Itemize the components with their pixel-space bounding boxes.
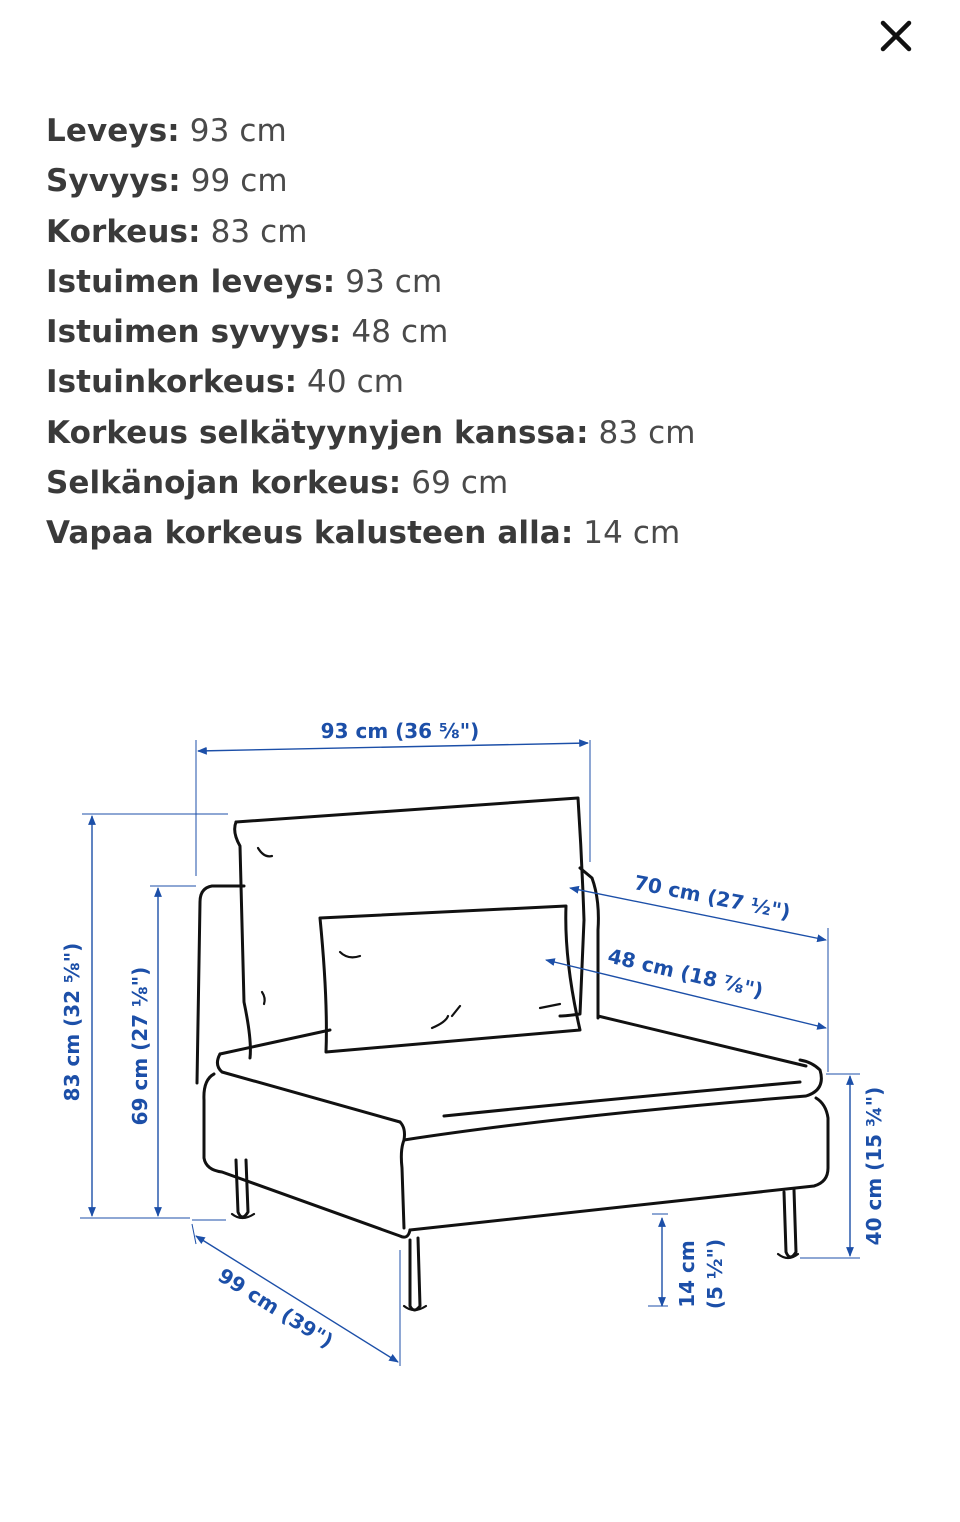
spec-label: Korkeus: — [46, 213, 201, 250]
spec-value: 93 cm — [345, 263, 443, 300]
spec-height-with-cushions — [46, 408, 696, 458]
armchair-dimension-diagram — [0, 600, 960, 1420]
spec-value: 14 cm — [583, 515, 681, 552]
spec-label: Selkänojan korkeus: — [46, 465, 402, 502]
spec-value: 48 cm — [351, 314, 449, 351]
spec-seat-height — [46, 357, 696, 407]
close-icon — [879, 19, 913, 53]
seat-depth-dimension-label: 48 cm (18 ⅞") — [605, 943, 766, 1003]
spec-clearance — [46, 508, 696, 558]
close-button[interactable] — [868, 8, 924, 64]
armchair-illustration — [197, 798, 828, 1310]
clearance-cm-label: 14 cm — [675, 1240, 699, 1308]
dimension-spec-list — [46, 106, 696, 559]
spec-value: 69 cm — [411, 465, 509, 502]
spec-value: 83 cm — [210, 213, 308, 250]
spec-depth — [46, 156, 696, 206]
backrest-height-dimension-label: 69 cm (27 ⅛") — [128, 966, 152, 1126]
spec-label: Istuinkorkeus: — [46, 364, 298, 401]
back-depth-dimension-label: 70 cm (27 ½") — [632, 870, 793, 925]
spec-label: Leveys: — [46, 113, 180, 149]
spec-width — [46, 106, 696, 156]
spec-label: Istuimen syvyys: — [46, 314, 342, 351]
spec-label: Korkeus selkätyynyjen kanssa: — [46, 414, 589, 451]
spec-seat-depth — [46, 307, 696, 357]
spec-label: Vapaa korkeus kalusteen alla: — [46, 515, 574, 552]
spec-seat-width — [46, 257, 696, 307]
spec-value: 40 cm — [307, 364, 405, 401]
total-height-dimension-label: 83 cm (32 ⅝") — [60, 942, 84, 1102]
spec-label: Syvyys: — [46, 163, 181, 200]
spec-value: 99 cm — [190, 163, 288, 200]
spec-height — [46, 207, 696, 257]
spec-value: 83 cm — [598, 414, 696, 451]
spec-value: 93 cm — [189, 113, 287, 149]
seat-height-dimension-label: 40 cm (15 ¾") — [862, 1086, 886, 1246]
spec-backrest-height — [46, 458, 696, 508]
clearance-inch-label: (5 ½") — [703, 1238, 727, 1310]
width-dimension-label: 93 cm (36 ⅝") — [320, 719, 480, 743]
depth-dimension-label: 99 cm (39") — [213, 1263, 338, 1353]
spec-label: Istuimen leveys: — [46, 263, 336, 300]
